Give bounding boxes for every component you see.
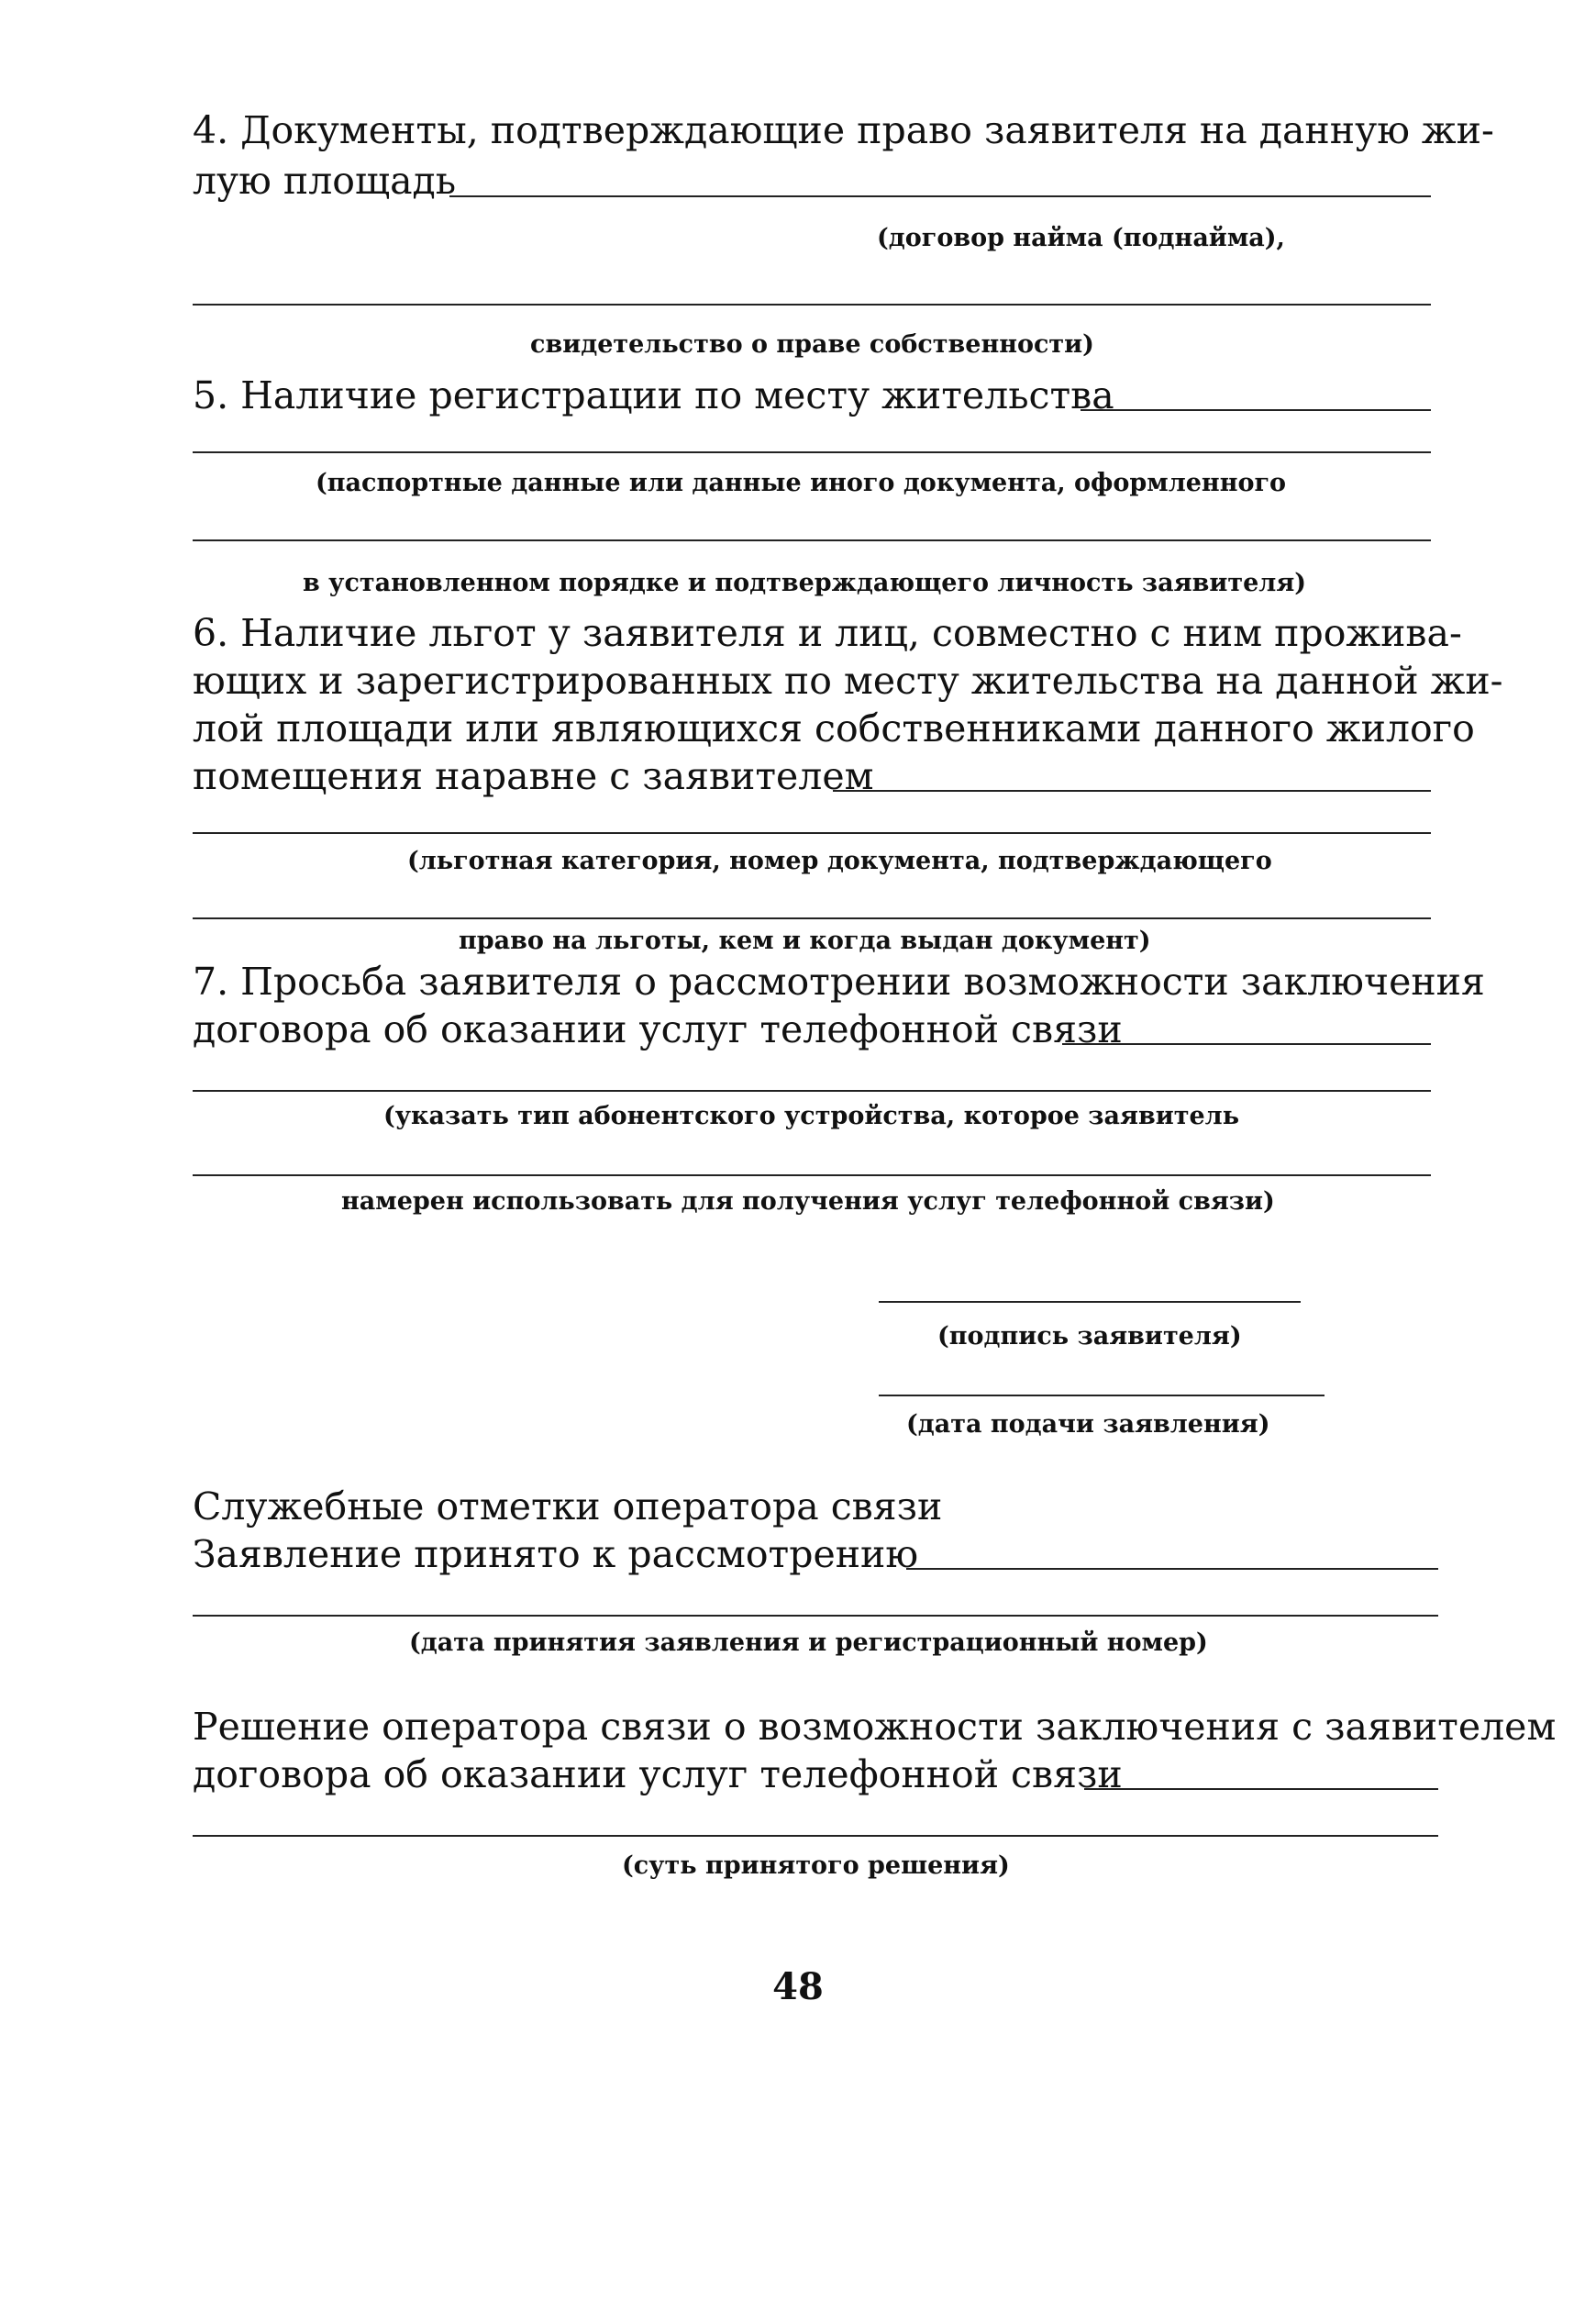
page-number: 48 [772,1965,824,2008]
item-4-fill-line-2[interactable] [193,304,1431,306]
operator-accepted: Заявление принято к рассмотрению [193,1532,919,1576]
item-6-line-2: ющих и зарегистрированных по месту жительства на данной жи- [193,659,1503,703]
item-6-fill-line-2[interactable] [193,832,1431,834]
item-5-fill-line[interactable] [1081,409,1431,411]
item-7-fill-line-2[interactable] [193,1090,1431,1092]
item-4-line-1: 4. Документы, подтверждающие право заявителя на данную жи- [193,108,1494,152]
item-5-line-1: 5. Наличие регистрации по месту жительства [193,373,1114,417]
date-caption: (дата подачи заявления) [906,1410,1270,1439]
item-6-line-1: 6. Наличие льгот у заявителя и лиц, совместно с ним прожива- [193,611,1462,655]
signature-line[interactable] [879,1301,1301,1303]
item-7-line-1: 7. Просьба заявителя о рассмотрении возможности заключения [193,960,1485,1004]
accepted-caption: (дата принятия заявления и регистрационный номер) [409,1628,1208,1657]
item-7-fill-line-3[interactable] [193,1174,1431,1176]
item-5-fill-line-3[interactable] [193,539,1431,541]
item-6-line-3: лой площади или являющихся собственниками данного жилого [193,706,1475,750]
operator-heading: Служебные отметки оператора связи [193,1484,943,1528]
decision-line-2: договора об оказании услуг телефонной связи [193,1752,1123,1796]
decision-fill-line-2[interactable] [193,1835,1438,1837]
item-7-caption-2: намерен использовать для получения услуг телефонной связи) [341,1187,1275,1216]
decision-caption: (суть принятого решения) [622,1851,1010,1880]
item-4-line-2: лую площадь [193,159,457,203]
item-6-caption-1: (льготная категория, номер документа, подтверждающего [407,847,1272,875]
decision-line-1: Решение оператора связи о возможности заключения с заявителем [193,1705,1557,1749]
item-5-caption-1: (паспортные данные или данные иного документа, оформленного [316,469,1287,497]
item-5-caption-2: в установленном порядке и подтверждающего личность заявителя) [303,569,1307,597]
item-7-line-2: договора об оказании услуг телефонной связи [193,1007,1123,1051]
accepted-fill-line-2[interactable] [193,1615,1438,1617]
item-6-caption-2: право на льготы, кем и когда выдан документ) [459,927,1151,955]
date-line[interactable] [879,1395,1324,1396]
item-4-caption-1: (договор найма (поднайма), [877,224,1285,252]
item-7-caption-1: (указать тип абонентского устройства, которое заявитель [383,1102,1240,1130]
item-5-fill-line-2[interactable] [193,451,1431,453]
item-4-caption-2: свидетельство о праве собственности) [530,330,1094,359]
accepted-fill-line[interactable] [906,1568,1438,1570]
decision-fill-line[interactable] [1084,1788,1438,1790]
item-4-fill-line[interactable] [449,195,1431,197]
signature-caption: (подпись заявителя) [937,1322,1242,1351]
item-6-fill-line-3[interactable] [193,917,1431,919]
item-6-fill-line[interactable] [833,790,1431,792]
item-6-line-4: помещения наравне с заявителем [193,754,874,798]
item-7-fill-line[interactable] [1062,1043,1431,1045]
